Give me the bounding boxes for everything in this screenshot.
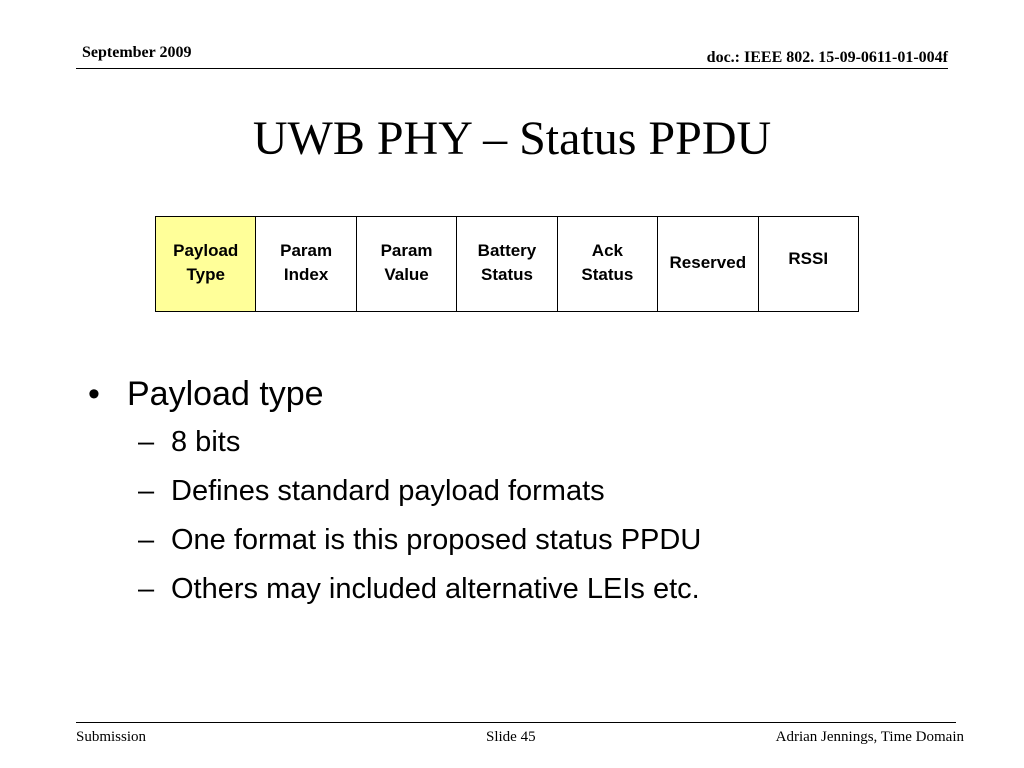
field-label: Param Index	[280, 241, 333, 284]
ppdu-frame-diagram	[155, 216, 859, 312]
footer-submission: Submission	[76, 729, 147, 745]
field-rssi	[759, 217, 858, 311]
sub-bullet: – Others may included alternative LEIs etc.	[88, 565, 701, 614]
header-divider	[76, 68, 948, 69]
header-date: September 2009	[82, 44, 192, 61]
field-reserved	[658, 217, 758, 311]
field-label: Ack Status	[581, 241, 634, 284]
field-label: Reserved	[669, 253, 747, 272]
footer-slide-number: Slide 45	[486, 729, 536, 745]
field-param-value	[357, 217, 457, 311]
bullet-main: • Payload type	[88, 370, 701, 418]
field-label: RSSI	[788, 249, 829, 268]
field-label: Param Value	[380, 241, 433, 284]
footer-author: Adrian Jennings, Time Domain	[775, 729, 964, 745]
field-ack-status	[558, 217, 658, 311]
field-param-index	[256, 217, 356, 311]
field-payload-type	[156, 217, 256, 311]
sub-bullet: – Defines standard payload formats	[88, 467, 701, 516]
field-label: Payload Type	[173, 241, 239, 284]
field-battery-status	[457, 217, 557, 311]
bullet-list	[88, 370, 701, 614]
field-label: Battery Status	[477, 241, 537, 284]
header-doc-id: doc.: IEEE 802. 15-09-0611-01-004f	[706, 49, 948, 66]
slide-title: UWB PHY – Status PPDU	[252, 112, 772, 165]
footer-divider	[76, 722, 956, 723]
sub-bullet: – 8 bits	[88, 418, 701, 467]
sub-bullet: – One format is this proposed status PPDU	[88, 516, 701, 565]
